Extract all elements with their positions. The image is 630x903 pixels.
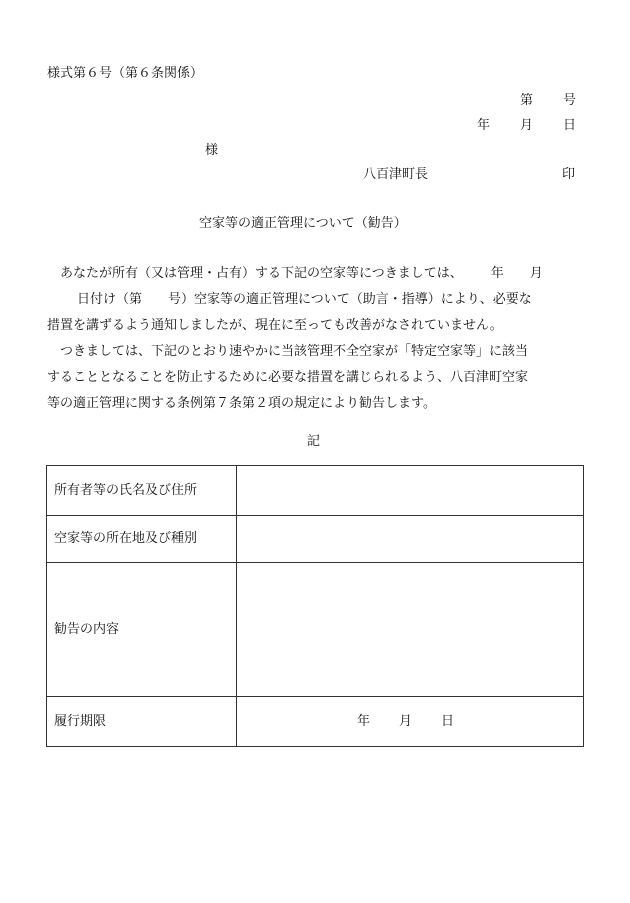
body-line: 措置を講ずるよう通知しましたが、現在に至っても改善がなされていません。 (47, 318, 503, 333)
deadline-day: 日 (441, 713, 455, 729)
location-label: 空家等の所在地及び種別 (47, 516, 237, 563)
document-title: 空家等の適正管理について（勧告） (199, 216, 407, 231)
owner-value[interactable] (237, 466, 584, 516)
p1-line2-b: 号）空家等の適正管理について（助言・指導）により、必要な (168, 292, 532, 307)
body-line (47, 261, 587, 287)
deadline-month: 月 (399, 713, 413, 729)
ki-heading: 記 (307, 434, 321, 449)
doc-number-prefix: 第 (520, 93, 534, 108)
table-row (47, 516, 584, 563)
table-row (47, 697, 584, 747)
body-line (47, 339, 587, 365)
recipient-honorific: 様 (205, 143, 219, 158)
recommendation-table (46, 465, 584, 747)
content-label: 勧告の内容 (47, 563, 237, 697)
location-value[interactable] (237, 516, 584, 563)
body-line (47, 287, 587, 313)
deadline-year: 年 (357, 713, 371, 729)
body-line: することとなることを防止するために必要な措置を講じられるよう、八百津町空家 (47, 370, 529, 385)
owner-label: 所有者等の氏名及び住所 (47, 466, 237, 516)
deadline-value[interactable] (237, 697, 584, 747)
seal-mark: 印 (562, 167, 576, 182)
deadline-label: 履行期限 (47, 697, 237, 747)
sender-name: 八百津町長 (363, 167, 429, 182)
body-line: 等の適正管理に関する条例第７条第２項の規定により勧告します。 (47, 396, 436, 411)
doc-number-suffix: 号 (563, 93, 577, 108)
table-row (47, 563, 584, 697)
date-year: 年 (477, 118, 491, 133)
table-row (47, 466, 584, 516)
p1-month: 月 (529, 266, 543, 281)
body-text (47, 261, 587, 417)
p1-line2-a: 日付け（第 (77, 292, 143, 307)
date-day: 日 (563, 118, 577, 133)
p2-line1: つきましては、下記のとおり速やかに当該管理不全空家が「特定空家等」に該当 (60, 344, 529, 359)
p1-year: 年 (490, 266, 504, 281)
content-value[interactable] (237, 563, 584, 697)
p1-line1: あなたが所有（又は管理・占有）する下記の空家等につきましては、 (60, 266, 463, 281)
date-month: 月 (520, 118, 534, 133)
form-number: 様式第６号（第６条関係） (47, 66, 204, 81)
